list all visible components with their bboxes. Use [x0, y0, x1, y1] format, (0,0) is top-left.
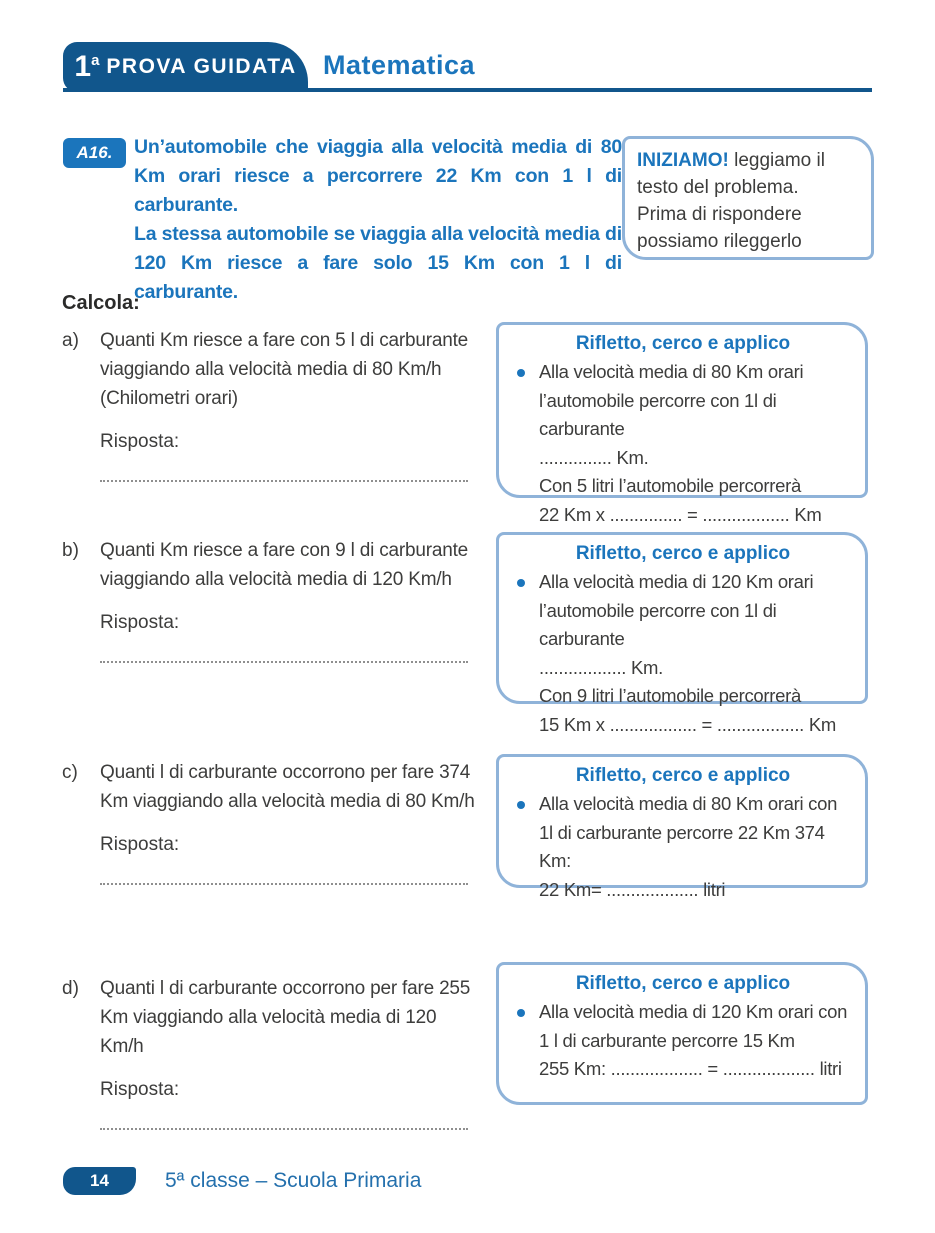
risposta-label-a: Risposta: — [100, 431, 180, 452]
question-text-a: Quanti Km riesce a fare con 5 l di carburante viaggiando alla velocità media di 80 Km/h (Chilometri orari) — [100, 330, 469, 409]
rifletto-content-a — [513, 358, 853, 529]
rifletto-line: ............... Km. — [539, 446, 649, 468]
subject-title: Matematica — [323, 50, 476, 80]
question-text-b: Quanti Km riesce a fare con 9 l di carburante viaggiando alla velocità media di 120 Km/h — [100, 540, 469, 590]
bullet-icon — [517, 801, 525, 809]
answer-line-d — [100, 1128, 468, 1130]
question-label-a: a) — [62, 330, 79, 351]
question-item-c — [62, 758, 476, 885]
problem-statement — [134, 133, 622, 307]
rifletto-title-a: Rifletto, cerco e applico — [575, 333, 791, 354]
page-number-badge: 14 — [63, 1167, 136, 1195]
question-item-d — [62, 974, 476, 1130]
bullet-icon — [517, 369, 525, 377]
rifletto-line: .................. Km. — [539, 656, 663, 678]
rifletto-line: Alla velocità media di 120 Km orari l’automobile percorre con 1l di carburante — [539, 571, 814, 649]
rifletto-line: 22 Km x ............... = .................. Km — [539, 503, 822, 525]
footer-text: 5ª classe – Scuola Primaria — [165, 1169, 422, 1192]
rifletto-line: Con 9 litri l’automobile percorrerà — [539, 685, 801, 706]
question-item-b — [62, 536, 476, 663]
rifletto-line: 15 Km x .................. = .................. Km — [539, 713, 837, 735]
bullet-icon — [517, 1009, 525, 1017]
problem-id-badge: A16. — [63, 138, 126, 168]
iniziamo-text-line2: Prima di rispondere possiamo rileggerlo — [637, 204, 802, 252]
question-text-d: Quanti l di carburante occorrono per fare 255 Km viaggiando alla velocità media di 120 Km/h — [100, 978, 471, 1057]
question-body-d — [100, 974, 476, 1130]
question-body-c — [100, 758, 476, 885]
header-tab-number: 1$^a$ — [74, 50, 100, 83]
bullet-icon — [517, 579, 525, 587]
header-rule — [63, 88, 872, 92]
rifletto-line: 255 Km: ................... = ................... litri — [539, 1058, 842, 1079]
iniziamo-lead: INIZIAMO! — [637, 150, 729, 171]
iniziamo-text: leggiamo il testo del problema. — [637, 150, 825, 198]
rifletto-line: Alla velocità media di 120 Km orari con 1 l di carburante percorre 15 Km — [539, 1001, 848, 1051]
header-tab — [63, 42, 308, 92]
answer-line-a — [100, 480, 468, 482]
question-item-a — [62, 326, 476, 482]
rifletto-box-c — [496, 754, 868, 900]
rifletto-box-d — [496, 962, 868, 1105]
rifletto-content-b — [513, 568, 853, 739]
rifletto-title-d: Rifletto, cerco e applico — [575, 973, 791, 994]
question-body-b — [100, 536, 476, 663]
iniziamo-box — [622, 136, 874, 260]
answer-line-b — [100, 661, 468, 663]
rifletto-content-c — [513, 790, 853, 904]
rifletto-line: Alla velocità media di 80 Km orari l’automobile percorre con 1l di carburante — [539, 361, 804, 439]
question-text-c: Quanti l di carburante occorrono per fare 374 Km viaggiando alla velocità media di 80 Km/h — [100, 762, 475, 812]
rifletto-content-d — [513, 998, 853, 1084]
risposta-label-c: Risposta: — [100, 834, 180, 855]
rifletto-title-c: Rifletto, cerco e applico — [575, 765, 791, 786]
question-label-d: d) — [62, 978, 79, 999]
risposta-label-b: Risposta: — [100, 612, 180, 633]
question-label-c: c) — [62, 762, 78, 783]
rifletto-line: Alla velocità media di 80 Km orari con 1l di carburante percorre 22 Km 374 Km: — [539, 793, 838, 871]
rifletto-line: Con 5 litri l’automobile percorrerà — [539, 475, 801, 496]
risposta-label-d: Risposta: — [100, 1079, 180, 1100]
rifletto-title-b: Rifletto, cerco e applico — [575, 543, 791, 564]
rifletto-line: 22 Km= ................... litri — [539, 878, 726, 900]
problem-paragraph-1: Un’automobile che viaggia alla velocità media di 80 Km orari riesce a percorrere 22 Km con 1 l di carburante. — [134, 136, 622, 216]
rifletto-box-b — [496, 532, 868, 735]
answer-line-c — [100, 883, 468, 885]
header-tab-label: PROVA GUIDATA — [106, 55, 297, 78]
rifletto-box-a — [496, 322, 868, 525]
problem-paragraph-2: La stessa automobile se viaggia alla velocità media di 120 Km riesce a fare solo 15 Km con 1 l di carburante. — [134, 223, 622, 303]
calcola-heading: Calcola: — [62, 292, 140, 314]
question-body-a — [100, 326, 476, 482]
question-label-b: b) — [62, 540, 79, 561]
